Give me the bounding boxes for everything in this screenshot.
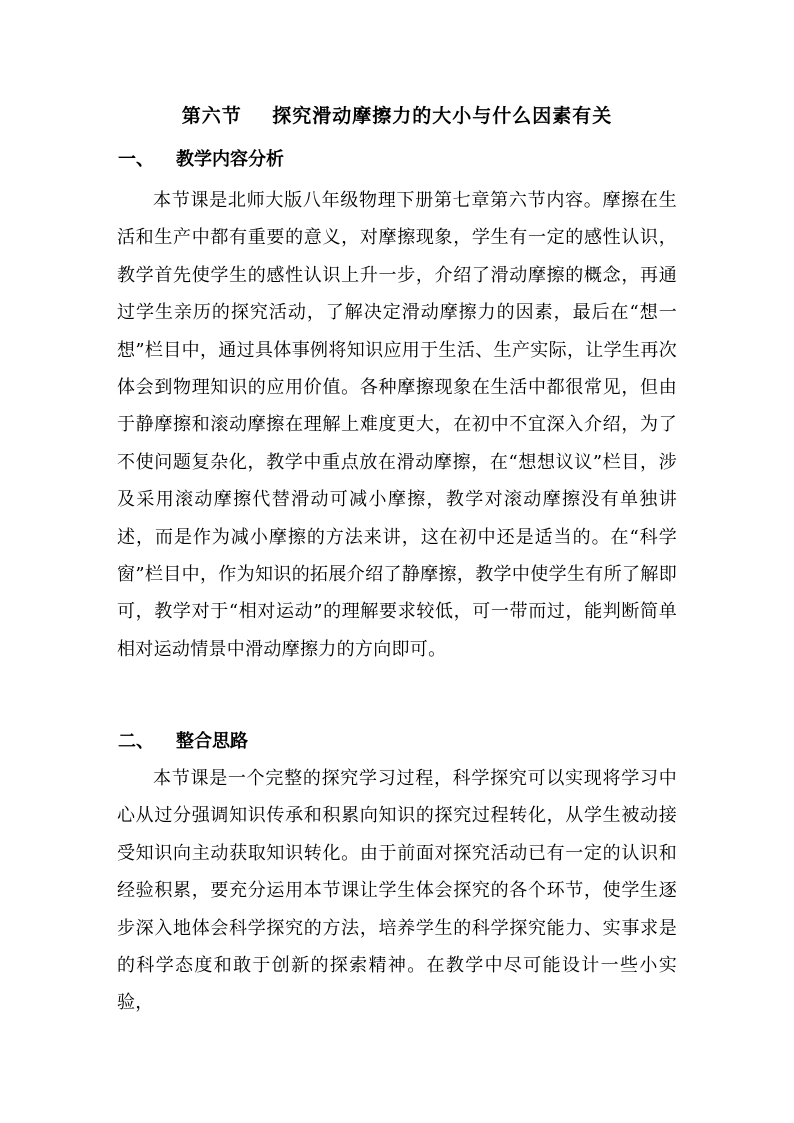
section-number-2: 二、 xyxy=(118,731,154,752)
section-heading-1 xyxy=(118,147,284,173)
section-heading-2 xyxy=(118,729,248,755)
section-heading-text-1: 教学内容分析 xyxy=(176,149,284,170)
document-title: 第六节 探究滑动摩擦力的大小与什么因素有关 xyxy=(181,105,613,127)
section-paragraph-2: 本节课是一个完整的探究学习过程，科学探究可以实现将学习中心从过分强调知识传承和积累向知识的探究过程转化，从学生被动接受知识向主动获取知识转化。由于前面对探究活动已有一定的认识和经验积累，要充分运用本节课让学生体会探究的各个环节，使学生逐步深入地体会科学探究的方法，培养学生的科学探究能力、实事求是的科学态度和敢于创新的探索精神。在教学中尽可能设计一些小实验， xyxy=(117,768,677,1014)
section-heading-text-2: 整合思路 xyxy=(176,731,248,752)
section-paragraph-1: 本节课是北师大版八年级物理下册第七章第六节内容。摩擦在生活和生产中都有重要的意义，对摩擦现象，学生有一定的感性认识，教学首先使学生的感性认识上升一步，介绍了滑动摩擦的概念，再通过学生亲历的探究活动，了解决定滑动摩擦力的因素，最后在“想一想”栏目中，通过具体事例将知识应用于生活、生产实际，让学生再次体会到物理知识的应用价值。各种摩擦现象在生活中都很常见，但由于静摩擦和滚动摩擦在理解上难度更大，在初中不宜深入介绍，为了不使问题复杂化，教学中重点放在滑动摩擦，在“想想议议”栏目，涉及采用滚动摩擦代替滑动可减小摩擦，教学对滚动摩擦没有单独讲述，而是作为减小摩擦的方法来讲，这在初中还是适当的。在“科学窗”栏目中，作为知识的拓展介绍了静摩擦，教学中使学生有所了解即可，教学对于“相对运动”的理解要求较低，可一带而过，能判断简单相对运动情景中滑动摩擦力的方向即可。 xyxy=(117,190,677,660)
section-number-1: 一、 xyxy=(118,149,154,170)
